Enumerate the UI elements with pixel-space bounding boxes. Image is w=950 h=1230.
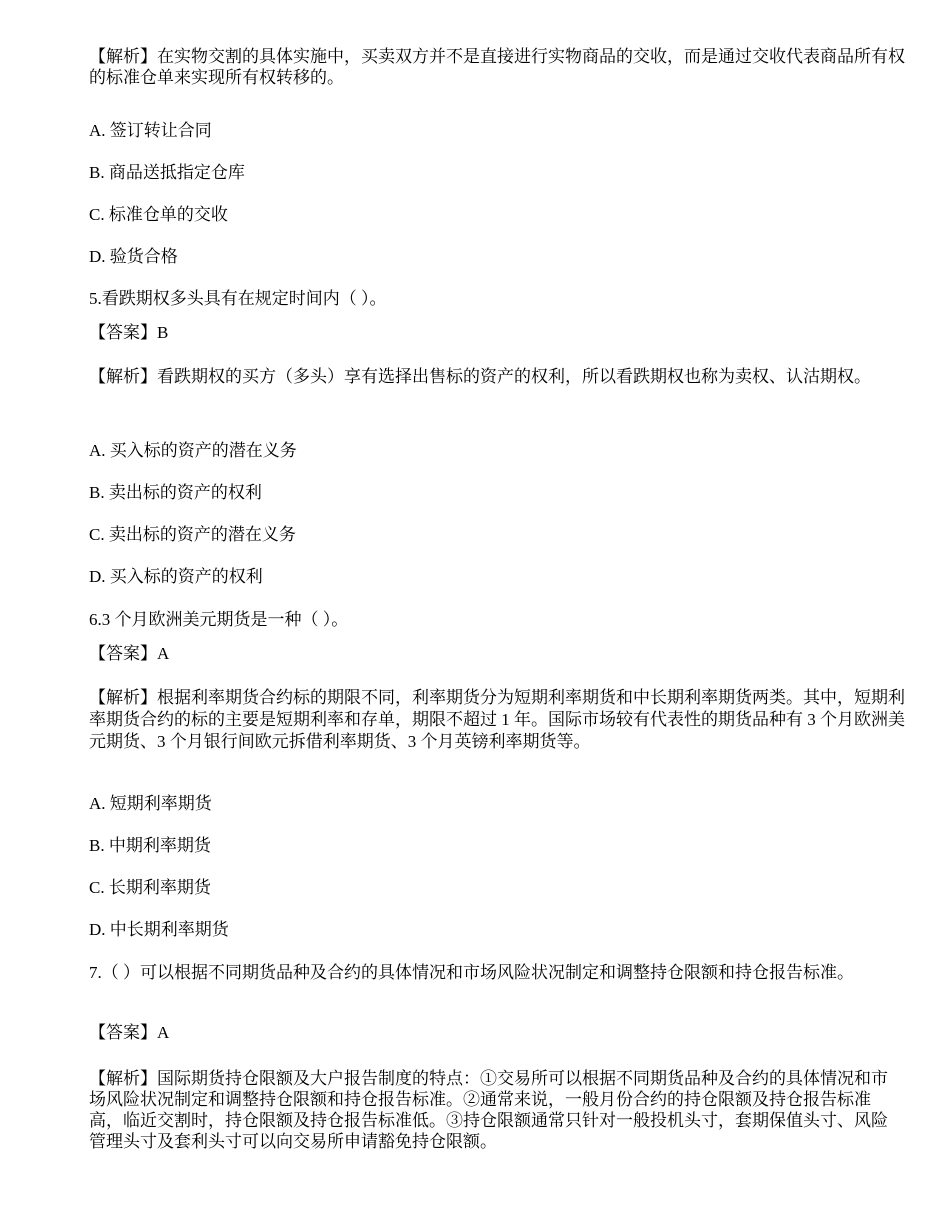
analysis-text: 【解析】国际期货持仓限额及大户报告制度的特点：①交易所可以根据不同期货品种及合约的具体情况和市场风险状况制定和调整持仓限额和持仓报告标准。②通常来说，一般月份合约的持仓限额及持仓报告标准高，临近交割时，持仓限额及持仓报告标准低。③持仓限额通常只针对一般投机头寸，套期保值头寸、风险管理头寸及套利头寸可以向交易所申请豁免持仓限额。 (89, 1069, 888, 1151)
option-c: C. 标准仓单的交收 (89, 205, 228, 224)
option-d: D. 买入标的资产的权利 (89, 567, 263, 586)
answer-text: 【答案】A (89, 644, 170, 663)
analysis-text: 【解析】在实物交割的具体实施中，买卖双方并不是直接进行实物商品的交收，而是通过交收代表商品所有权的标准仓单来实现所有权转移的。 (89, 47, 905, 87)
question-text: 7.（ ）可以根据不同期货品种及合约的具体情况和市场风险状况制定和调整持仓限额和持仓报告标准。 (89, 963, 854, 982)
answer-text: 【答案】B (89, 323, 169, 342)
option-d: D. 中长期利率期货 (89, 920, 229, 939)
question-text: 6.3 个月欧洲美元期货是一种（ ）。 (89, 610, 349, 629)
answer-text: 【答案】A (89, 1023, 170, 1042)
option-c: C. 卖出标的资产的潜在义务 (89, 525, 296, 544)
option-d: D. 验货合格 (89, 247, 178, 266)
analysis-text: 【解析】根据利率期货合约标的期限不同，利率期货分为短期利率期货和中长期利率期货两类。其中，短期利率期货合约的标的主要是短期利率和存单，期限不超过 1 年。国际市场较有代表性的期货品种有 3 个月欧洲美元期货、3 个月银行间欧元拆借利率期货、3 个月英镑利率期货等。 (89, 688, 905, 751)
option-c: C. 长期利率期货 (89, 878, 211, 897)
analysis-text: 【解析】看跌期权的买方（多头）享有选择出售标的资产的权利，所以看跌期权也称为卖权、认沽期权。 (89, 367, 871, 386)
option-a: A. 短期利率期货 (89, 794, 212, 813)
option-a: A. 买入标的资产的潜在义务 (89, 441, 297, 460)
question-text: 5.看跌期权多头具有在规定时间内（ ）。 (89, 289, 387, 308)
option-b: B. 中期利率期货 (89, 836, 211, 855)
option-a: A. 签订转让合同 (89, 121, 212, 140)
option-b: B. 商品送抵指定仓库 (89, 163, 245, 182)
option-b: B. 卖出标的资产的权利 (89, 483, 262, 502)
